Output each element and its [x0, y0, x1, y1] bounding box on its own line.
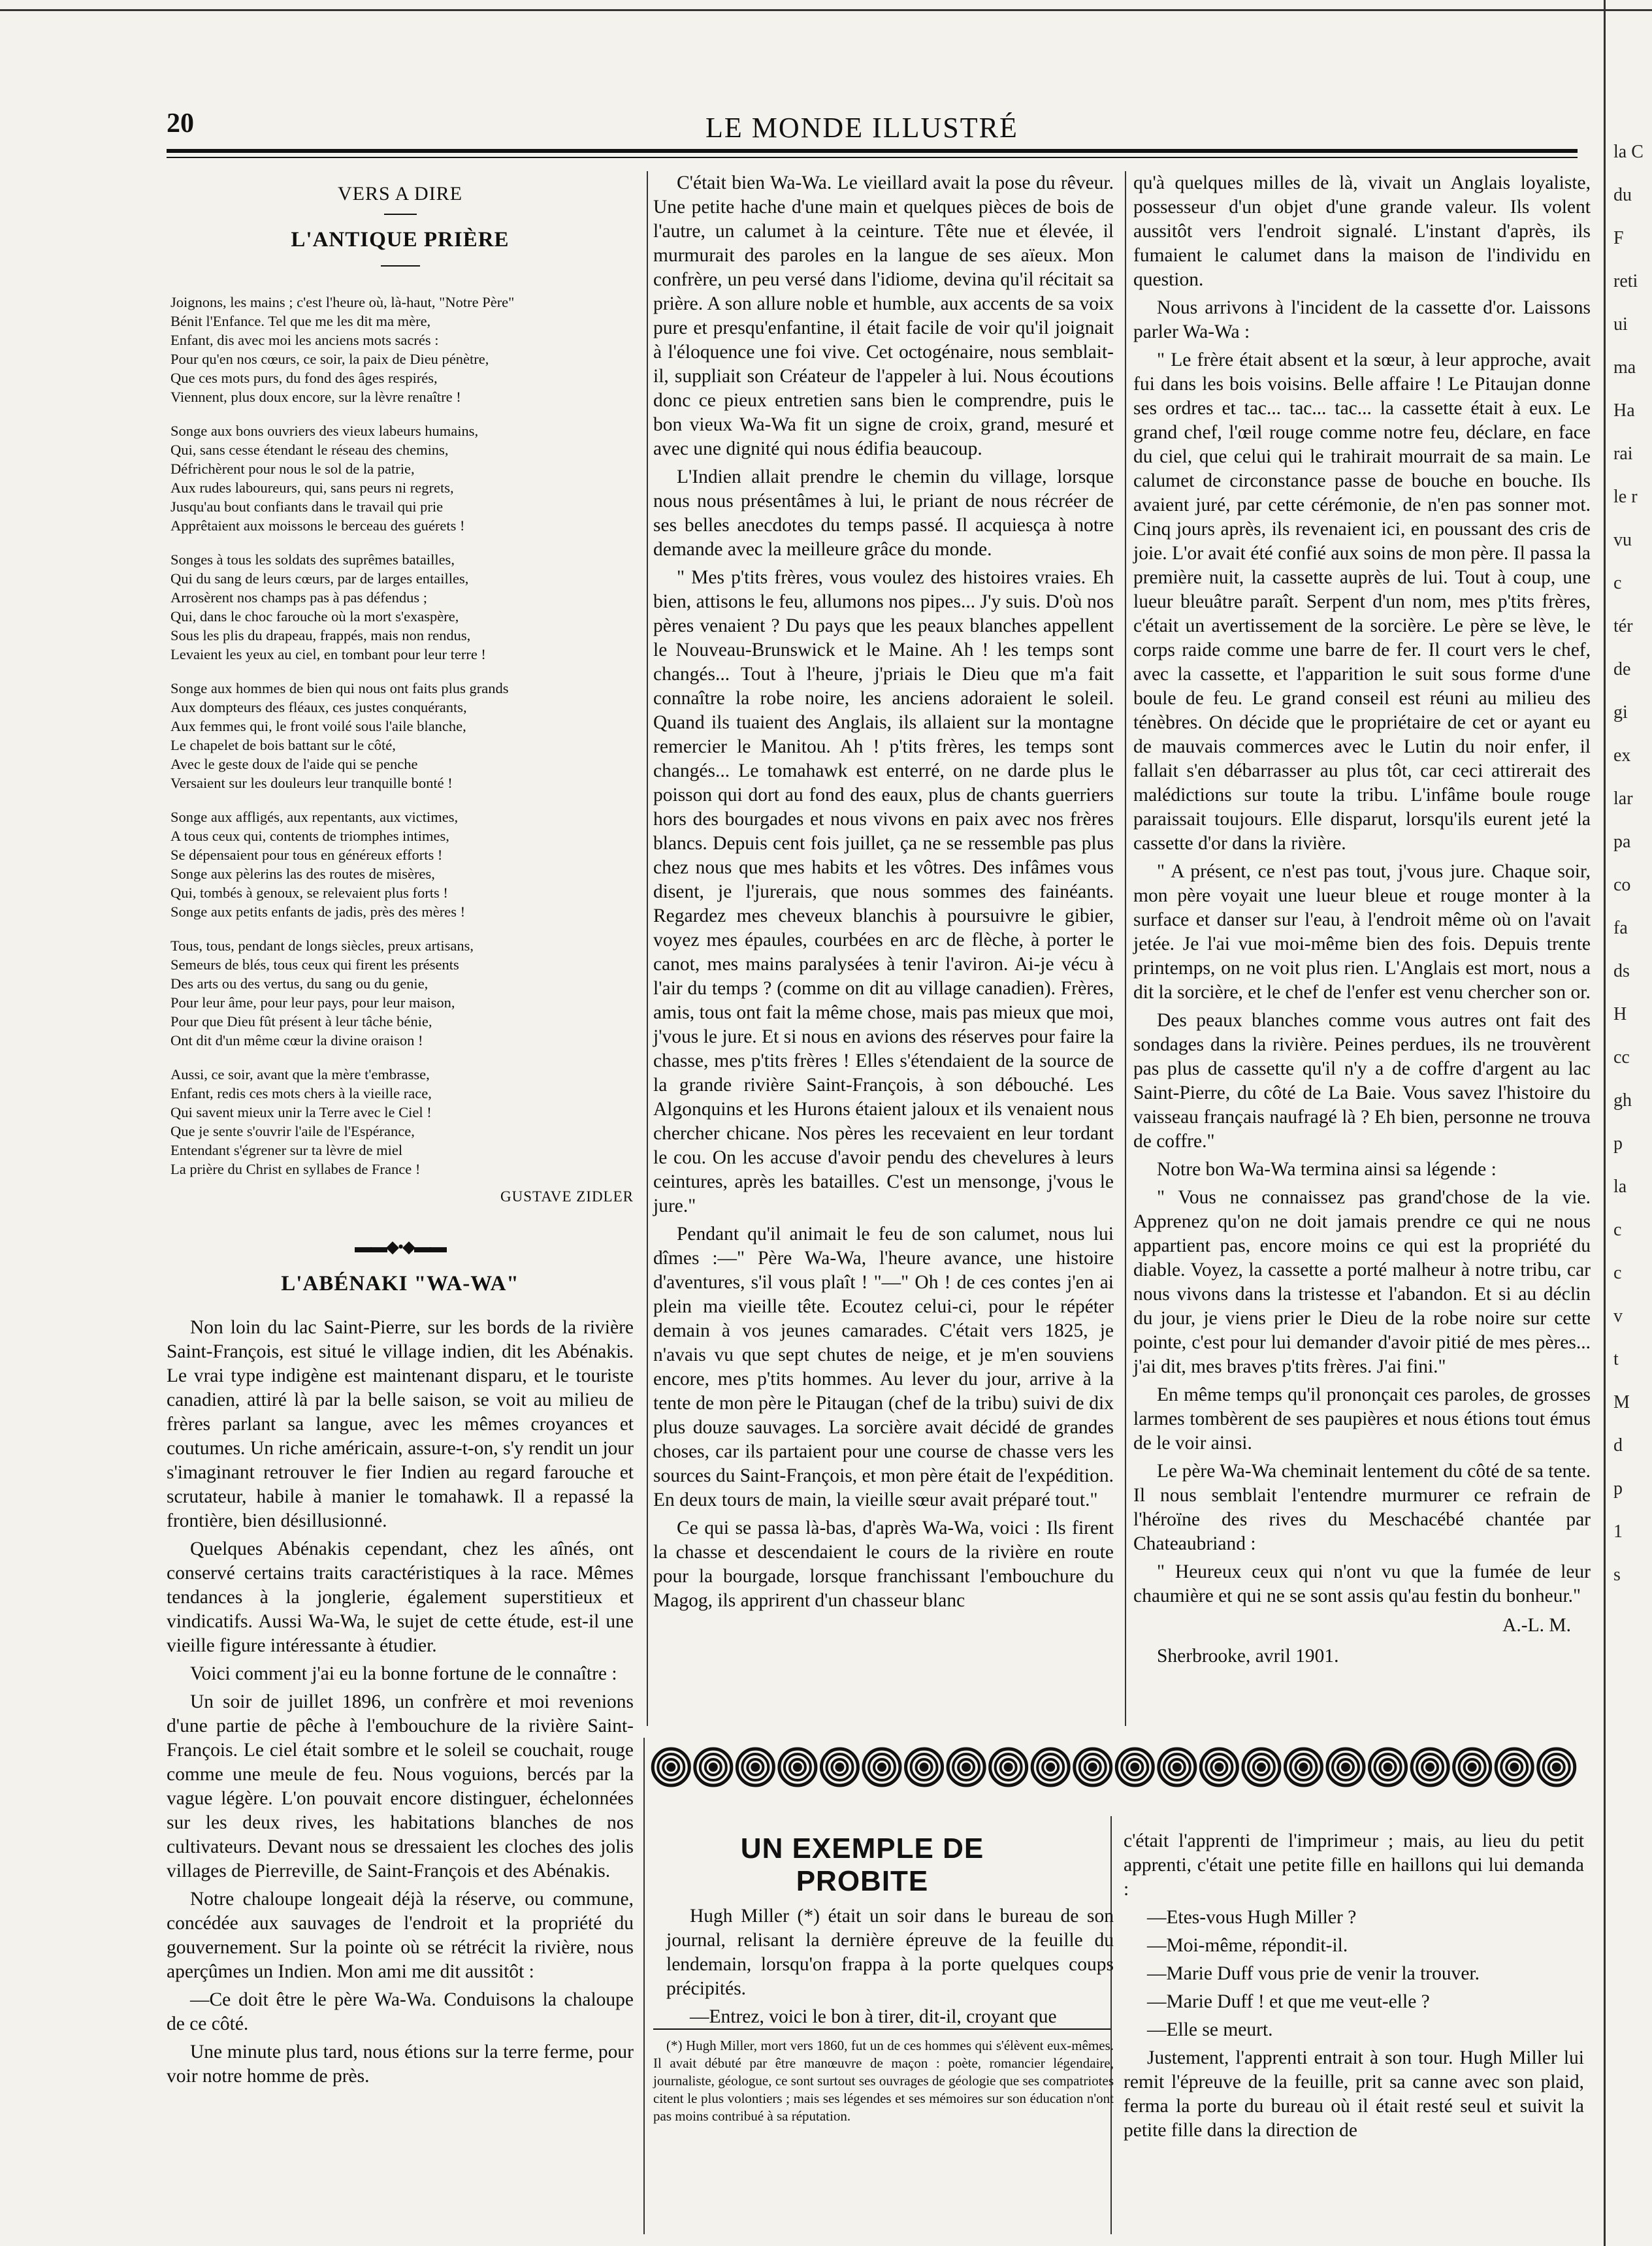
spiral-ornament	[1032, 1749, 1069, 1785]
paragraph: Ce qui se passa là-bas, d'après Wa-Wa, voici : Ils firent la chasse et descendaient le cours de la rivière en route pour la bourgade, lorsque franchissant l'embouchure du Magog, ils apprirent d'un chasseur blanc	[653, 1518, 1114, 1611]
spiral-ornament	[1159, 1749, 1195, 1785]
paragraph: Nous arrivons à l'incident de la cassette d'or. Laissons parler Wa-Wa :	[1133, 297, 1591, 342]
spiral-ornament	[948, 1749, 984, 1785]
footnote-text: (*) Hugh Miller, mort vers 1860, fut un de ces hommes qui s'élèvent eux-mêmes. Il avait débuté par être manœuvre de maçon : poète, romancier légendaire, journaliste, géologue, ce sont surtout ses ouvrages de géologie que ses compatriotes citent le plus volontiers ; mais ses légendes et ses mémoires sur son éducation n'ont pas moins contribué à sa réputation.	[653, 2038, 1114, 2124]
poem-stanza	[170, 936, 634, 1050]
spiral-ornament	[990, 1749, 1027, 1785]
paragraph: " Le frère était absent et la sœur, à leur approche, avait fui dans les bois voisins. Belle affaire ! Le Pitaujan donne ses ordres et tac... tac... tac... la cassette était à eux. Le grand chef, l'œil rouge comme notre feu, déclare, en face du ciel, que celui qui le trahirait mourrait de sa main. Le calumet de circonstance passe de bouche en bouche. Ils avaient juré, par cette cérémonie, de n'en pas sonner mot. Cinq jours après, ils revenaient ici, en poussant des cris de joie. L'or avait été confié aux soins de mon père. Il passa la première nuit, la cassette auprès de lui. Tout à coup, une lueur bleuâtre paraît. Serpent d'un nom, mes p'tits frères, c'était un avertissement de la sorcière. Le père se lève, le corps raide comme une barre de fer. Il court vers le chef, avec la cassette, et l'apparition le suit sous forme d'une boule de feu. Le grand conseil est réuni au milieu des ténèbres. On décide que le propriétaire de cet or ayant eu de mauvais commerces avec le Lutin du noir enfer, il fallait s'en débarrasser au plus tôt, car ceci attirerait des malédictions sur toute la tribu. L'infâme boule rouge paraissait toujours. Elle disparut, lorsqu'ils eurent jeté la cassette d'or dans la rivière.	[1133, 350, 1591, 854]
exemple-title: UN EXEMPLE DE PROBITE	[740, 1832, 984, 1897]
fragment-text: t	[1613, 1349, 1619, 1369]
fragment-text: F	[1613, 228, 1624, 248]
spiral-ornament	[1327, 1749, 1364, 1785]
poem-line: Levaient les yeux au ciel, en tombant pour leur terre !	[170, 646, 486, 662]
paragraph: En même temps qu'il prononçait ces paroles, de grosses larmes tombèrent de ses paupières et nous étions tout émus de le voir ainsi.	[1133, 1384, 1591, 1454]
poem-line: Semeurs de blés, tous ceux qui firent les présents	[170, 956, 459, 973]
next-page-fragment	[1613, 131, 1652, 2221]
kicker-rule	[384, 214, 417, 215]
poem-line: Joignons, les mains ; c'est l'heure où, là-haut, "Notre Père"	[170, 294, 515, 310]
spiral-ornament	[1454, 1749, 1491, 1785]
fragment-text: c	[1613, 573, 1622, 593]
fragment-text: d	[1613, 1435, 1623, 1456]
fragment-text: M	[1613, 1392, 1630, 1412]
page-edge	[1604, 0, 1606, 2246]
fragment-text: de	[1613, 659, 1631, 679]
poem-line: Pour qu'en nos cœurs, ce soir, la paix de Dieu pénètre,	[170, 351, 489, 367]
poem-line: Songes à tous les soldats des suprêmes batailles,	[170, 551, 455, 568]
paragraph: —Marie Duff vous prie de venir la trouver.	[1147, 1963, 1480, 1984]
poem-line: Qui, sans cesse étendant le réseau des chemins,	[170, 442, 449, 458]
poem-line: Qui, tombés à genoux, se relevaient plus forts !	[170, 885, 448, 901]
fragment-text: vu	[1613, 530, 1632, 550]
fragment-text: rai	[1613, 444, 1633, 464]
poem-line: Que ces mots purs, du fond des âges respirés,	[170, 370, 438, 386]
fragment-text: reti	[1613, 271, 1638, 291]
fragment-text: lar	[1613, 789, 1633, 809]
article-signature: A.-L. M.	[1502, 1615, 1571, 1636]
poem-line: Le chapelet de bois battant sur le côté,	[170, 737, 396, 753]
poem-line: Songe aux petits enfants de jadis, près des mères !	[170, 903, 466, 920]
footnote	[653, 2037, 1114, 2129]
paragraph: —Entrez, voici le bon à tirer, dit-il, croyant que	[690, 2006, 1057, 2027]
poem-line: Aux dompteurs des fléaux, ces justes conquérants,	[170, 699, 467, 715]
spiral-ornament	[864, 1749, 900, 1785]
poem-stanza	[170, 1065, 634, 1179]
poem-line: Songe aux pèlerins las des routes de misères,	[170, 866, 435, 882]
fragment-text: cc	[1613, 1047, 1630, 1067]
paragraph: Notre chaloupe longeait déjà la réserve, ou commune, concédée aux sauvages de l'endroit et la propriété du gouvernement. Sur la pointe où se rétrécit la rivière, nous aperçûmes un Indien. Mon ami me dit aussitôt :	[167, 1889, 634, 1982]
fragment-text: la C	[1613, 142, 1644, 162]
fragment-text: c	[1613, 1220, 1622, 1240]
column-rule	[643, 1738, 645, 2234]
fragment-text: gh	[1613, 1090, 1632, 1111]
poem-line: Des arts ou des vertus, du sang ou du genie,	[170, 975, 429, 992]
paragraph: —Ce doit être le père Wa-Wa. Conduisons la chaloupe de ce côté.	[167, 1989, 634, 2034]
paragraph: Une minute plus tard, nous étions sur la terre ferme, pour voir notre homme de près.	[167, 2042, 634, 2087]
poem-line: Aux rudes laboureurs, qui, sans peurs ni regrets,	[170, 480, 454, 496]
poem-line: Songe aux affligés, aux repentants, aux victimes,	[170, 809, 459, 825]
poem-line: Qui du sang de leurs cœurs, par de larges entailles,	[170, 570, 469, 587]
poem-kicker: VERS A DIRE	[337, 183, 463, 204]
spiral-ornament	[821, 1749, 858, 1785]
poem-stanza	[170, 550, 634, 664]
spiral-ornament	[1412, 1749, 1448, 1785]
fragment-text: s	[1613, 1565, 1621, 1585]
page-top-border	[0, 9, 1652, 11]
paragraph: Hugh Miller (*) était un soir dans le bureau de son journal, relisant la dernière épreuve de la feuille du lendemain, lorsqu'on frappa à la porte quelques coups précipités.	[666, 1906, 1114, 1999]
poem-line: Songe aux hommes de bien qui nous ont faits plus grands	[170, 680, 509, 696]
paragraph: " A présent, ce n'est pas tout, j'vous jure. Chaque soir, mon père voyait une lueur bleue et rouge monter à la surface et danser sur l'eau, à l'endroit même où on l'avait jetée. Je l'ai vue moi-même bien des fois. Depuis trente printemps, on ne voit plus rien. L'Anglais est mort, nous a dit la sorcière, et le chef de l'enfer est venu chercher son or.	[1133, 861, 1591, 1003]
poem-line: Que je sente s'ouvrir l'aile de l'Espérance,	[170, 1123, 415, 1139]
poem-body	[167, 293, 634, 1179]
poem-line: Ont dit d'un même cœur la divine oraison !	[170, 1032, 423, 1049]
fragment-text: pa	[1613, 832, 1631, 852]
spiral-ornament	[1243, 1749, 1280, 1785]
poem-stanza	[170, 679, 634, 792]
fragment-text: v	[1613, 1306, 1623, 1326]
spiral-ornament	[653, 1749, 689, 1785]
abenaki-text-part2	[653, 171, 1114, 1617]
section-ornament: ▬▬◆•◆▬▬	[354, 1237, 446, 1256]
poem-line: Enfant, redis ces mots chers à la vieille race,	[170, 1085, 432, 1101]
fragment-text: ex	[1613, 745, 1631, 766]
footnote-rule	[653, 2028, 1110, 2030]
spiral-ornament	[1116, 1749, 1153, 1785]
fragment-text: tér	[1613, 616, 1633, 636]
poem-line: Qui, dans le choc farouche où la mort s'exaspère,	[170, 608, 459, 625]
column-rule	[1125, 171, 1126, 1726]
abenaki-text-part1	[167, 1316, 634, 2089]
spiral-ornament	[1370, 1749, 1406, 1785]
fragment-text: du	[1613, 185, 1632, 205]
poem-line: Viennent, plus doux encore, sur la lèvre renaître !	[170, 389, 461, 405]
abenaki-text-part3	[1133, 171, 1591, 1608]
column-right	[1133, 171, 1591, 1672]
paragraph: qu'à quelques milles de là, vivait un Anglais loyaliste, possesseur d'un objet d'une grande valeur. Ils volent aussitôt vers l'endroit signalé. L'instant d'après, ils fumaient le calumet dans la maison de l'individu en question.	[1133, 172, 1591, 290]
spiral-ornament	[1201, 1749, 1237, 1785]
poem-stanza	[170, 807, 634, 921]
spiral-ornament-band	[650, 1731, 1578, 1803]
fragment-text: fa	[1613, 918, 1628, 938]
fragment-text: p	[1613, 1478, 1623, 1499]
title-rule	[381, 265, 420, 267]
fragment-text: ma	[1613, 357, 1636, 378]
fragment-text: H	[1613, 1004, 1627, 1024]
spiral-ornament	[779, 1749, 816, 1785]
poem-line: Songe aux bons ouvriers des vieux labeurs humains,	[170, 423, 479, 439]
poem-line: Défrichèrent pour nous le sol de la patrie,	[170, 461, 415, 477]
poem-line: Jusqu'au bout confiants dans le travail qui prie	[170, 498, 444, 515]
exemple-text-left	[666, 1904, 1114, 2033]
fragment-text: c	[1613, 1263, 1622, 1283]
column-left	[167, 182, 634, 2092]
spiral-ornament	[1075, 1749, 1111, 1785]
poem-line: La prière du Christ en syllabes de France !	[170, 1161, 421, 1177]
poem-line: A tous ceux qui, contents de triomphes intimes,	[170, 828, 449, 844]
paragraph: L'Indien allait prendre le chemin du village, lorsque nous nous présentâmes à lui, le priant de nous récréer de ses belles anecdotes du temps passé. Il acquiesça à notre demande avec la meilleure grâce du monde.	[653, 466, 1114, 560]
fragment-text: ds	[1613, 961, 1630, 981]
paragraph: Justement, l'apprenti entrait à son tour. Hugh Miller lui remit l'épreuve de la feuille, prit sa canne avec son plaid, ferma la porte du bureau où il était resté seul et suivit la petite fille dans la direction de	[1124, 2047, 1584, 2141]
spiral-ornament	[1496, 1749, 1532, 1785]
spiral-ornament	[737, 1749, 773, 1785]
poem-title: L'ANTIQUE PRIÈRE	[291, 228, 510, 252]
poem-line: Arrosèrent nos champs pas à pas défendus ;	[170, 589, 428, 606]
header-rule	[167, 149, 1578, 153]
poem-stanza	[170, 293, 634, 406]
paragraph: Un soir de juillet 1896, un confrère et moi revenions d'une partie de pêche à l'embouchure de la rivière Saint-François. Le ciel était sombre et le soleil se couchait, rouge comme une meule de feu. Nous voguions, bercés par la vague légère. L'on pouvait encore distinguer, échelonnées sur les deux rives, les habitations blanches de nos cultivateurs. Devant nous se dressaient les cloches des jolis villages de Pierreville, de Saint-François et des Abénakis.	[167, 1691, 634, 1881]
poem-line: Aux femmes qui, le front voilé sous l'aile blanche,	[170, 718, 466, 734]
spiral-ornament	[1538, 1749, 1575, 1785]
paragraph: Non loin du lac Saint-Pierre, sur les bords de la rivière Saint-François, est situé le village indien, dit les Abénakis. Le vrai type indigène est maintenant disparu, et le touriste canadien, attiré là par la belle saison, se voit au milieu de frères parlant sa langue, avec les mêmes croyances et coutumes. Un riche américain, assure-t-on, s'y rendit un jour s'imaginant retrouver le fier Indien au regard farouche et scrutateur, habile à manier le tomahawk. Il a repassé la frontière, bien désillusionné.	[167, 1317, 634, 1531]
poem-line: Sous les plis du drapeau, frappés, mais non rendus,	[170, 627, 471, 643]
fragment-text: Ha	[1613, 400, 1635, 421]
poem-line: Versaient sur les douleurs leur tranquille bonté !	[170, 775, 453, 791]
spiral-ornament	[1285, 1749, 1321, 1785]
fragment-text: p	[1613, 1133, 1623, 1154]
poem-line: Bénit l'Enfance. Tel que me les dit ma mère,	[170, 313, 431, 329]
paragraph: c'était l'apprenti de l'imprimeur ; mais, au lieu du petit apprenti, c'était une petite fille en haillons qui lui demanda :	[1124, 1831, 1584, 1900]
page-number: 20	[167, 108, 194, 138]
exemple-text-right	[1124, 1829, 1584, 2147]
poem-line: Aussi, ce soir, avant que la mère t'embrasse,	[170, 1066, 430, 1082]
fragment-text: la	[1613, 1177, 1627, 1197]
paragraph: —Etes-vous Hugh Miller ?	[1147, 1907, 1357, 1928]
poem-line: Pour que Dieu fût présent à leur tâche bénie,	[170, 1013, 432, 1030]
fragment-text: co	[1613, 875, 1631, 895]
paragraph: Des peaux blanches comme vous autres ont fait des sondages dans la rivière. Peines perdues, ils ne trouvèrent pas plus de cassette qu'il n'y a de coffre d'argent au lac Saint-Pierre, du côté de La Baie. Vous savez l'histoire du vaisseau français naufragé là ? Eh bien, personne ne trouva de coffre."	[1133, 1010, 1591, 1152]
poem-line: Pour leur âme, pour leur pays, pour leur maison,	[170, 994, 455, 1011]
paragraph: —Marie Duff ! et que me veut-elle ?	[1147, 1991, 1430, 2012]
column-rule	[647, 171, 648, 1726]
article-dateline: Sherbrooke, avril 1901.	[1157, 1646, 1339, 1667]
paragraph: —Elle se meurt.	[1147, 2019, 1273, 2040]
poem-line: Enfant, dis avec moi les anciens mots sacrés :	[170, 332, 439, 348]
poem-author: GUSTAVE ZIDLER	[500, 1188, 634, 1205]
paragraph: " Mes p'tits frères, vous voulez des histoires vraies. Eh bien, attisons le feu, allumons nos pipes... J'y suis. D'où nos pères venaient ? Du pays que les peaux blanches appellent le Nouveau-Brunswick et le Maine. Ah ! les temps sont changés... Tout à l'heure, j'priais le Dieu que m'a fait connaître la robe noire, les anciens adoraient le soleil. Quand ils tuaient des Anglais, ils allaient sur la montagne remercier le Manitou. Ah ! p'tits frères, les temps sont changés... Le tomahawk est enterré, on ne darde plus le poisson qui dort au fond des eaux, plus de chants guerriers hors des bourgades et nous vivons en paix avec nos frères blancs. Depuis cent fois juillet, ça ne se ressemble pas plus chez nous que mes habits et les vôtres. Des infâmes vous disent, je l'jurerais, que nous sommes des fainéants. Regardez mes cheveux blanchis à poursuivre le gibier, voyez mes épaules, courbées en arc de flèche, à porter le canot, mes mains paralysées à tenir l'aviron. Ai-je vécu à l'air du temps ? (comme on dit au village canadien). Frères, amis, tous ont fait la même chose, mais pas mieux que moi, j'vous le jure. Et si nous en avions des réserves pour faire la chasse, mes p'tits frères ! Elles s'étendaient de la source de la grande rivière Saint-François, à son débouché. Les Algonquins et les Hurons étaient jaloux et ils venaient nous chercher chicane. Nos pères les recevaient en leur tordant le cou. On les accuse d'avoir pendu des chevelures à leurs ceintures, après les batailles. C'est un mensonge, j'vous le jure."	[653, 567, 1114, 1216]
paragraph: Voici comment j'ai eu la bonne fortune de le connaître :	[190, 1663, 617, 1684]
poem-line: Se dépensaient pour tous en généreux efforts !	[170, 847, 443, 863]
abenaki-title: L'ABÉNAKI "WA-WA"	[281, 1272, 519, 1295]
paragraph: —Moi-même, répondit-il.	[1147, 1935, 1348, 1956]
poem-line: Apprêtaient aux moissons le berceau des guérets !	[170, 517, 465, 534]
paragraph: C'était bien Wa-Wa. Le vieillard avait la pose du rêveur. Une petite hache d'une main et quelques pièces de bois de l'autre, un calumet à la ceinture. Tête nue et élevée, il murmurait des paroles en la langue de ses aïeux. Mon confrère, un peu versé dans l'idiome, devina qu'il récitait sa prière. A son allure noble et humble, aux accents de sa voix pure et presqu'enfantine, il était facile de voir qu'il joignait à l'éloquence une foi vive. Cet octogénaire, nous semblait-il, suppliait son Créateur de l'appeler à lui. Nous écoutions donc ce pieux entretien sans bien le comprendre, puis le bon vieux Wa-Wa fit un signe de croix, grand, mesuré et avec une dignité qui nous édifia beaucoup.	[653, 172, 1114, 459]
poem-line: Entendant s'égrener sur ta lèvre de miel	[170, 1142, 403, 1158]
poem-line: Tous, tous, pendant de longs siècles, preux artisans,	[170, 937, 474, 954]
header-rule-thin	[167, 157, 1578, 158]
paragraph: Quelques Abénakis cependant, chez les aînés, ont conservé certains traits caractéristiques à la race. Mêmes tendances à la jonglerie, également superstitieux et vindicatifs. Aussi Wa-Wa, le sujet de cette étude, est-il une vieille figure intéressante à étudier.	[167, 1538, 634, 1656]
spiral-ornament	[906, 1749, 943, 1785]
poem-line: Qui savent mieux unir la Terre avec le Ciel !	[170, 1104, 432, 1120]
poem-stanza	[170, 421, 634, 535]
masthead: LE MONDE ILLUSTRÉ	[705, 112, 1018, 144]
paragraph: Le père Wa-Wa cheminait lentement du côté de sa tente. Il nous semblait l'entendre murmurer ce refrain de l'héroïne des rives du Meschacébé chantée par Chateaubriand :	[1133, 1461, 1591, 1554]
fragment-text: ui	[1613, 314, 1628, 334]
fragment-text: le r	[1613, 487, 1638, 507]
paragraph: Pendant qu'il animait le feu de son calumet, nous lui dîmes :—" Père Wa-Wa, l'heure avance, une histoire d'aventures, s'il vous plaît ! "—" Oh ! de ces contes j'en ai plein ma vieille tête. Ecoutez celui-ci, pour le répéter demain à vos jeunes camarades. C'était vers 1825, je n'avais vu que sept chutes de neige, et je m'en souviens encore, mes p'tits hommes. Au lever du jour, arrive à la tente de mon père le Pitaugan (chef de la tribu) suivi de dix plus douze sauvages. La sorcière avait décidé de grandes choses, car ils partaient pour une course de chasse vers les sources du Saint-François, et mon père était de l'expédition. En deux tours de main, la vieille sœur avait préparé tout."	[653, 1224, 1114, 1510]
paragraph: Notre bon Wa-Wa termina ainsi sa légende :	[1157, 1159, 1497, 1180]
spiral-ornament	[695, 1749, 732, 1785]
fragment-text: 1	[1613, 1522, 1623, 1542]
poem-line: Avec le geste doux de l'aide qui se penche	[170, 756, 418, 772]
fragment-text: gi	[1613, 702, 1628, 723]
paragraph: " Heureux ceux qui n'ont vu que la fumée de leur chaumière et qui ne se sont assis qu'au festin du bonheur."	[1133, 1561, 1591, 1606]
paragraph: " Vous ne connaissez pas grand'chose de la vie. Apprenez qu'on ne doit jamais prendre ce qui ne nous appartient pas, encore moins ce qui est la propriété du diable. Voyez, la cassette a porté malheur à notre tribu, car nous vivons dans la tristesse et l'abandon. Et si au déclin du jour, je viens prier le Dieu de la robe noire sur cette pointe, c'est pour lui demander d'avoir pitié de mes pères... j'ai dit, mes braves p'tits frères. J'ai fini."	[1133, 1187, 1591, 1377]
